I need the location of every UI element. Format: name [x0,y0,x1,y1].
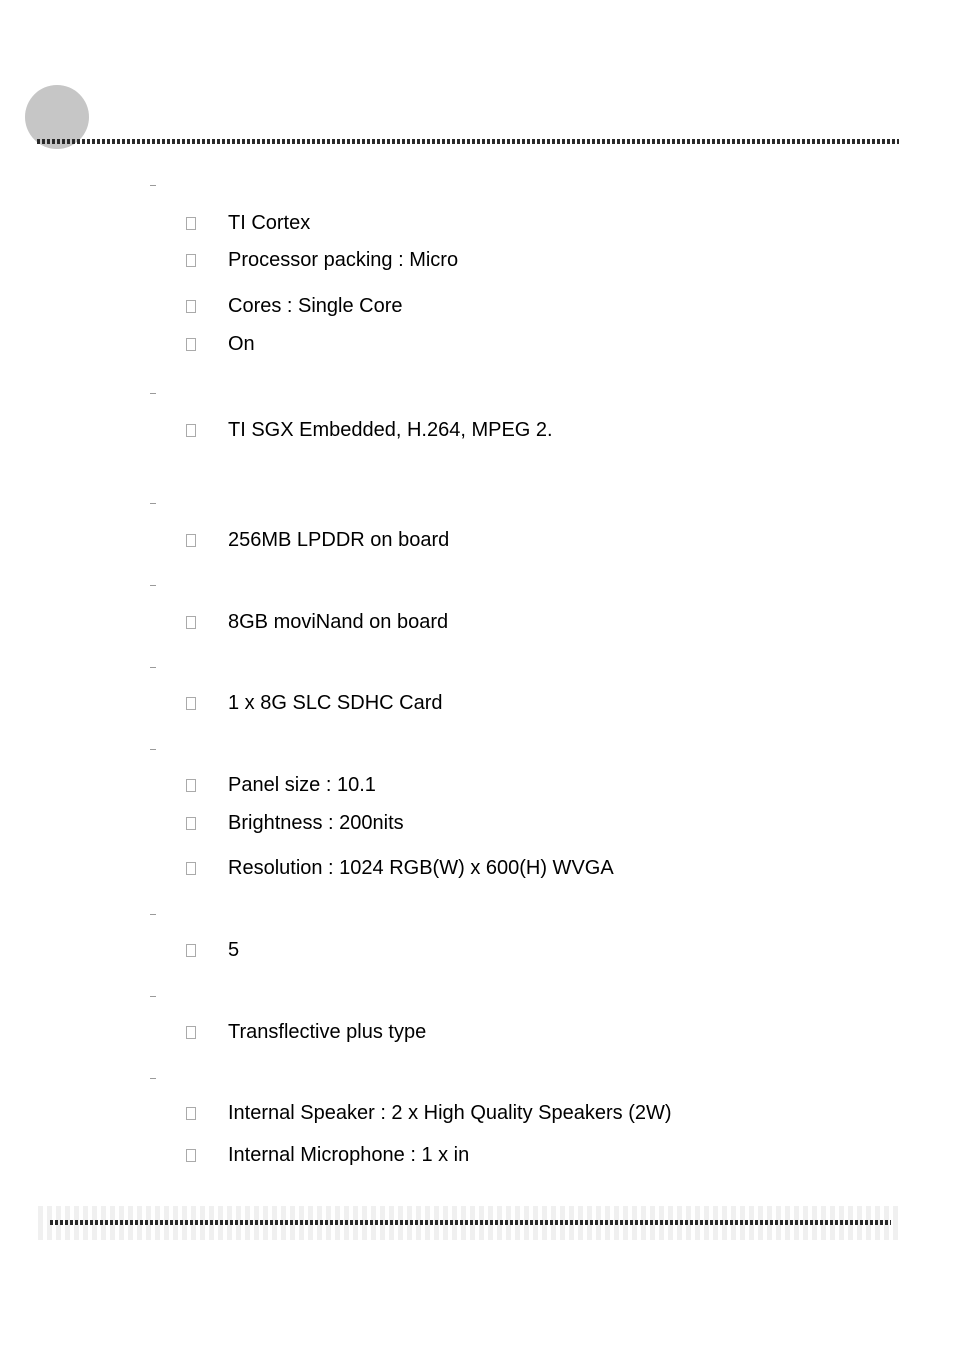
section-marker [150,914,156,915]
item-text: Processor packing : Micro [228,249,459,271]
item-text: 8GB moviNand on board [228,611,449,633]
section-marker [150,1078,156,1079]
item-text: On [228,333,255,355]
bullet-box-icon [186,944,196,957]
bottom-dotted-rule [50,1220,891,1225]
bullet-box-icon [186,534,196,547]
section-marker [150,996,156,997]
bullet-box-icon [186,1149,196,1162]
item-text: 5 [228,939,240,961]
item-text: TI Cortex [228,212,311,234]
section-marker [150,185,156,186]
bullet-box-icon [186,697,196,710]
bullet-box-icon [186,862,196,875]
bullet-box-icon [186,817,196,830]
bullet-box-icon [186,424,196,437]
section-marker [150,503,156,504]
item-text: Internal Speaker : 2 x High Quality Speakers (2W) [228,1102,672,1124]
section-marker [150,585,156,586]
section-marker [150,667,156,668]
item-text: Brightness : 200nits [228,812,404,834]
item-text: Cores : Single Core [228,295,403,317]
bullet-box-icon [186,300,196,313]
bullet-box-icon [186,1107,196,1120]
bullet-box-icon [186,254,196,267]
bullet-box-icon [186,338,196,351]
bullet-box-icon [186,779,196,792]
section-marker [150,393,156,394]
item-text: Transflective plus type [228,1021,427,1043]
bullet-box-icon [186,616,196,629]
bullet-box-icon [186,217,196,230]
item-text: Resolution : 1024 RGB(W) x 600(H) WVGA [228,857,614,879]
item-text: 256MB LPDDR on board [228,529,450,551]
item-text: TI SGX Embedded, H.264, MPEG 2. [228,419,553,441]
bullet-box-icon [186,1026,196,1039]
item-text: Panel size : 10.1 [228,774,376,796]
item-text: 1 x 8G SLC SDHC Card [228,692,443,714]
section-marker [150,749,156,750]
item-text: Internal Microphone : 1 x in [228,1144,470,1166]
top-dotted-rule [37,139,899,144]
